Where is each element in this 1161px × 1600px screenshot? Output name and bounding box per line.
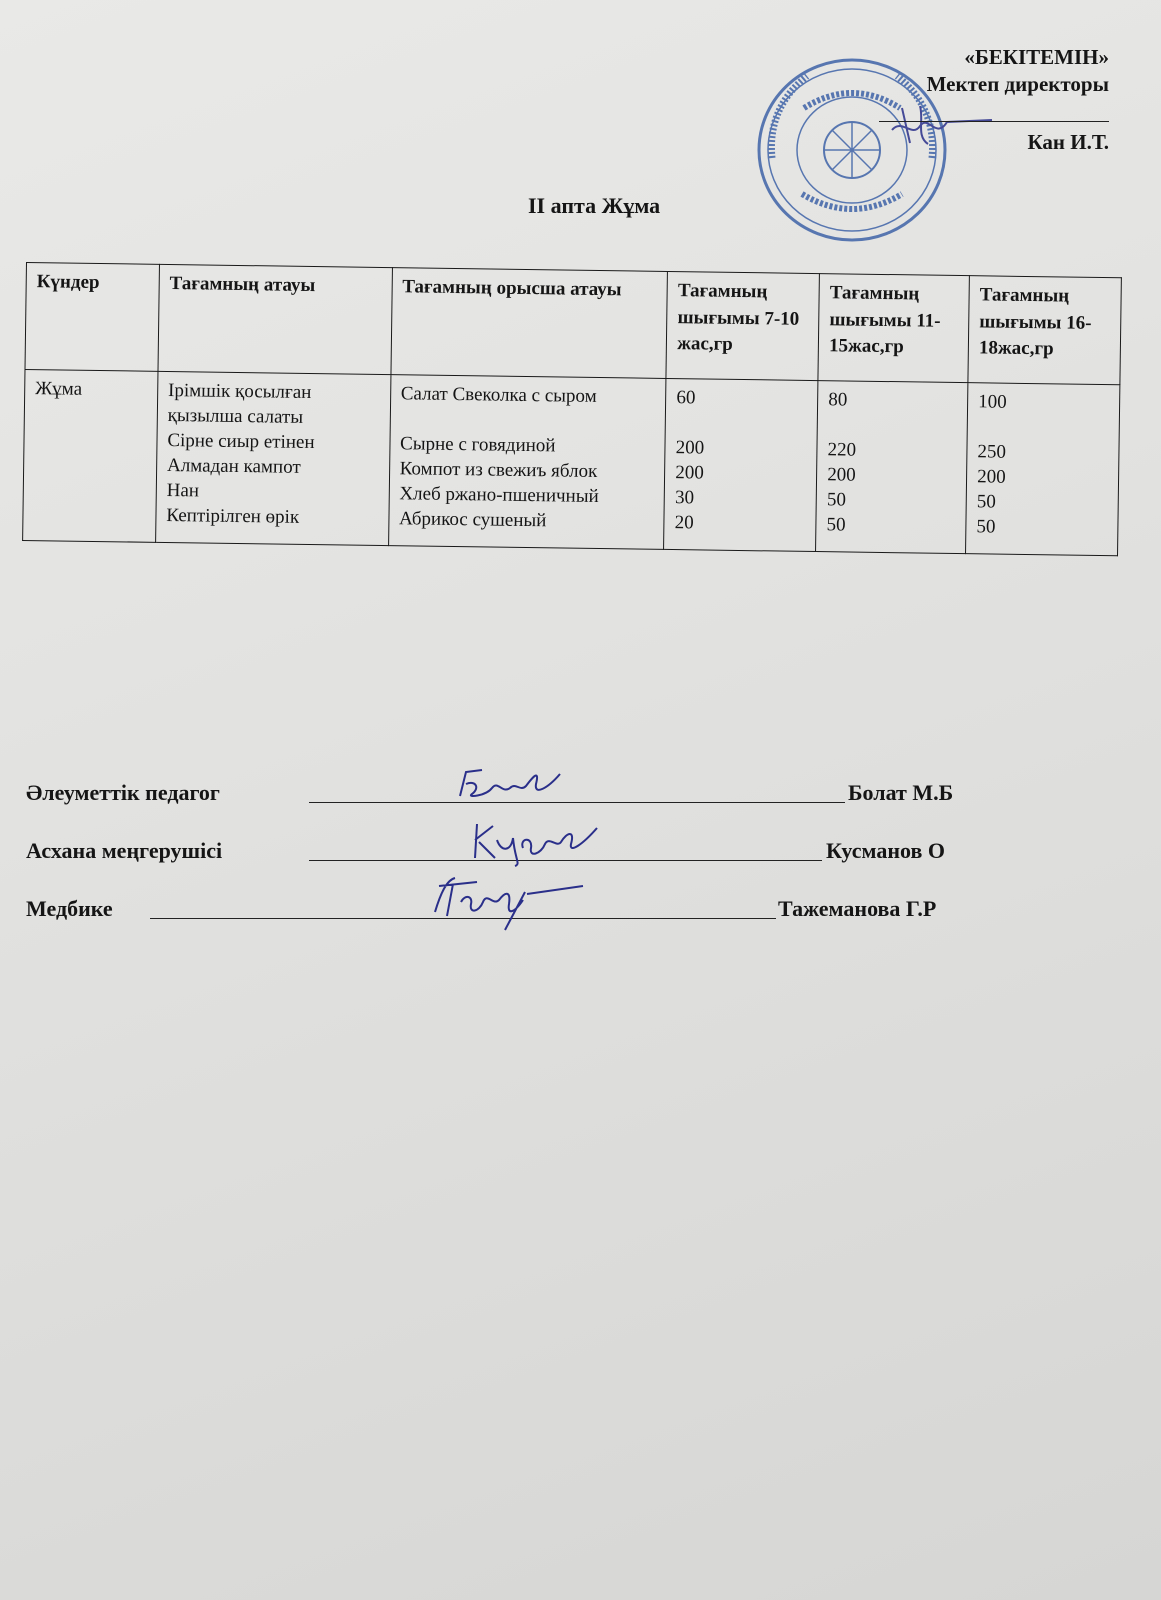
day-cell [23,369,158,542]
list-item: 50 [976,516,996,538]
signature-name: Кусманов О [826,838,945,863]
handwritten-signature [471,818,601,868]
list-item: 200 [977,466,1006,488]
approval-heading: «БЕКІТЕМІН» [964,45,1109,69]
list-item: Кептірілген өрік [166,505,300,529]
list-item: Сырне с говядиной [399,433,556,457]
list-item: Хлеб ржано-пшеничный [399,483,599,508]
header-yield-7-10: Тағамның шығымы 7-10 жас,гр [666,271,819,380]
signature-role: Асхана меңгерушісі [26,838,223,863]
signature-role: Әлеуметтік педагог [26,780,220,805]
signature-name: Болат М.Б [848,780,954,805]
signature-line [309,802,845,803]
list-item: 250 [977,441,1007,463]
list-item: 50 [826,514,846,536]
list-item: Абрикос сушеный [398,508,547,532]
signature-name: Тажеманова Г.Р [778,896,937,921]
list-item: 50 [826,489,847,511]
approval-block [879,44,1109,156]
list-item: 80 [828,389,848,411]
yield-16-18-cell [966,383,1120,556]
list-item: Ірімшік қосылған [167,379,312,403]
list-item: 220 [827,439,857,461]
header-russian-name: Тағамның орысша атауы [391,268,668,379]
list-item: 50 [976,491,996,513]
list-item: 60 [676,387,696,409]
handwritten-signature [431,872,591,932]
list-item: Алмадан кампот [166,455,301,479]
yield-7-10-cell [664,378,818,551]
menu-table [22,262,1122,556]
list-item: қызылша салаты [167,405,304,428]
header-yield-16-18: Тағамның шығымы 16-18жас,гр [968,276,1121,385]
russian-names-cell [388,375,666,550]
list-item: 20 [674,512,694,534]
yield-11-15-cell [816,381,968,554]
table-row [23,369,1120,555]
header-days: Күндер [25,263,159,372]
header-kazakh-name: Тағамның атауы [158,264,392,374]
list-item: 100 [978,391,1007,413]
list-item: 200 [827,464,856,486]
signature-role: Медбике [26,896,113,921]
list-item: 200 [675,462,705,484]
kazakh-names-cell [155,371,390,545]
list-item: Сірне сиыр етінен [167,430,315,454]
list-item: Салат Свеколка с сыром [400,383,597,407]
approval-signature-line [879,99,1109,122]
list-item: Компот из свежиъ яблок [399,458,598,483]
table-header-row [25,263,1121,385]
handwritten-signature [456,766,566,808]
list-item: 30 [674,487,695,509]
page-title: II апта Жұма [528,193,661,218]
approval-name: Кан И.Т. [1027,129,1109,154]
header-yield-11-15: Тағамның шығымы 11-15жас,гр [818,274,969,383]
day-value: Жұма [35,378,83,400]
approval-position: Мектеп директоры [926,72,1109,97]
list-item: Нан [166,480,200,502]
list-item: 200 [675,437,705,459]
